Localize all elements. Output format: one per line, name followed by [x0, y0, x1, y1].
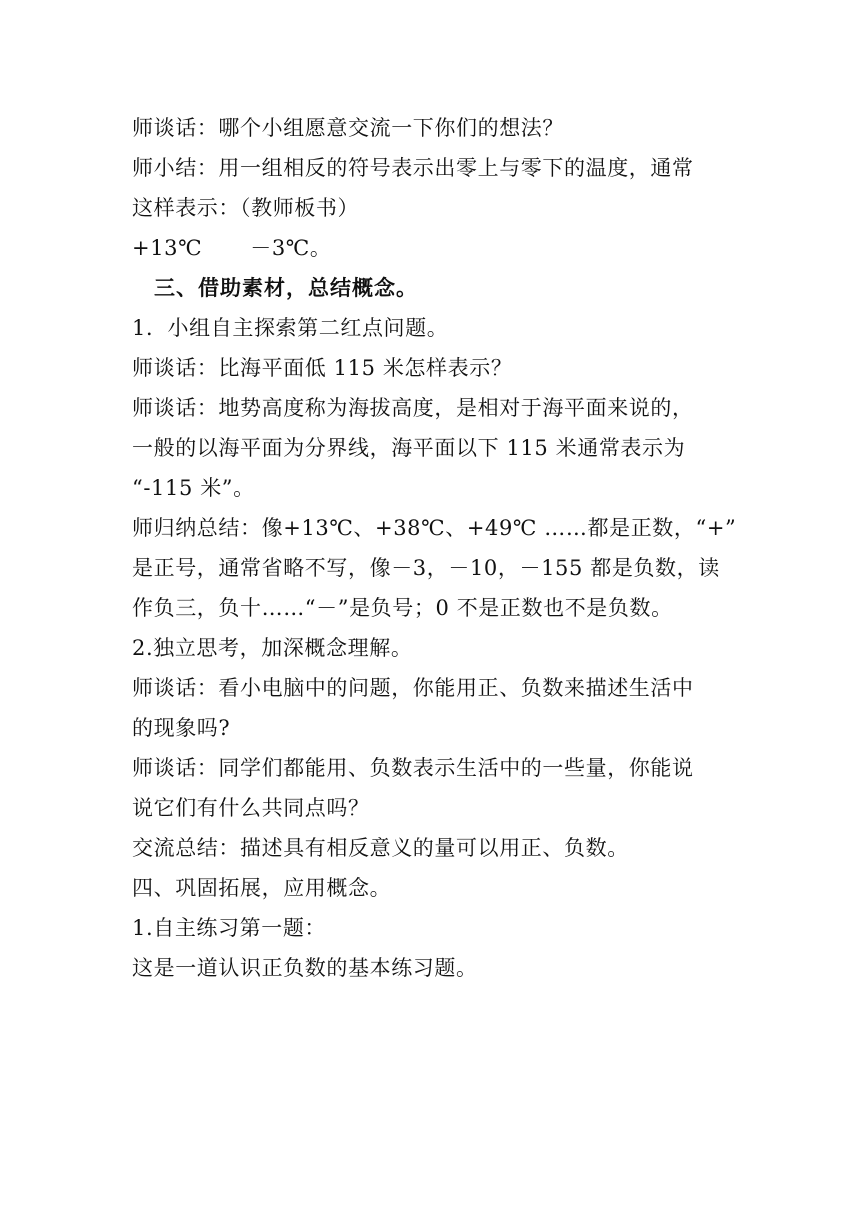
paragraph-line: 1．小组自主探索第二红点问题。: [132, 316, 449, 340]
temperature-example-line: [132, 228, 732, 268]
paragraph-line: 师小结：用一组相反的符号表示出零上与零下的温度，通常: [132, 156, 694, 180]
paragraph-line: 师谈话：看小电脑中的问题，你能用正、负数来描述生活中: [132, 676, 694, 700]
paragraph-line: 师谈话：哪个小组愿意交流一下你们的想法？: [132, 116, 564, 140]
paragraph-line: 这样表示：（教师板书）: [132, 196, 360, 220]
paragraph-line: 这是一道认识正负数的基本练习题。: [132, 956, 478, 980]
paragraph-line: 师谈话：比海平面低 115 米怎样表示？: [132, 356, 513, 380]
paragraph-line: 是正号，通常省略不写，像－3，－10，－155 都是负数，读: [132, 556, 720, 580]
paragraph-line: 的现象吗?: [132, 716, 231, 740]
document-body: [132, 108, 737, 988]
positive-temperature: +13℃: [132, 236, 203, 260]
paragraph-line: 说它们有什么共同点吗？: [132, 796, 370, 820]
negative-temperature: －3℃。: [250, 236, 332, 260]
paragraph-line: “-115 米”。: [132, 476, 255, 500]
paragraph-line: 1.自主练习第一题：: [132, 916, 327, 940]
paragraph-line: 交流总结：描述具有相反意义的量可以用正、负数。: [132, 836, 629, 860]
paragraph-line: 师归纳总结：像+13℃、+38℃、+49℃ ……都是正数，“+”: [132, 516, 737, 540]
section-heading: 三、借助素材，总结概念。: [154, 276, 418, 300]
paragraph-line: 一般的以海平面为分界线，海平面以下 115 米通常表示为: [132, 436, 686, 460]
paragraph-line: 作负三，负十……“－”是负号；0 不是正数也不是负数。: [132, 596, 673, 620]
paragraph-line: 2.独立思考，加深概念理解。: [132, 636, 413, 660]
paragraph-line: 师谈话：地势高度称为海拔高度，是相对于海平面来说的，: [132, 396, 694, 420]
section-heading: 四、巩固拓展，应用概念。: [132, 876, 392, 900]
paragraph-line: 师谈话：同学们都能用、负数表示生活中的一些量，你能说: [132, 756, 694, 780]
